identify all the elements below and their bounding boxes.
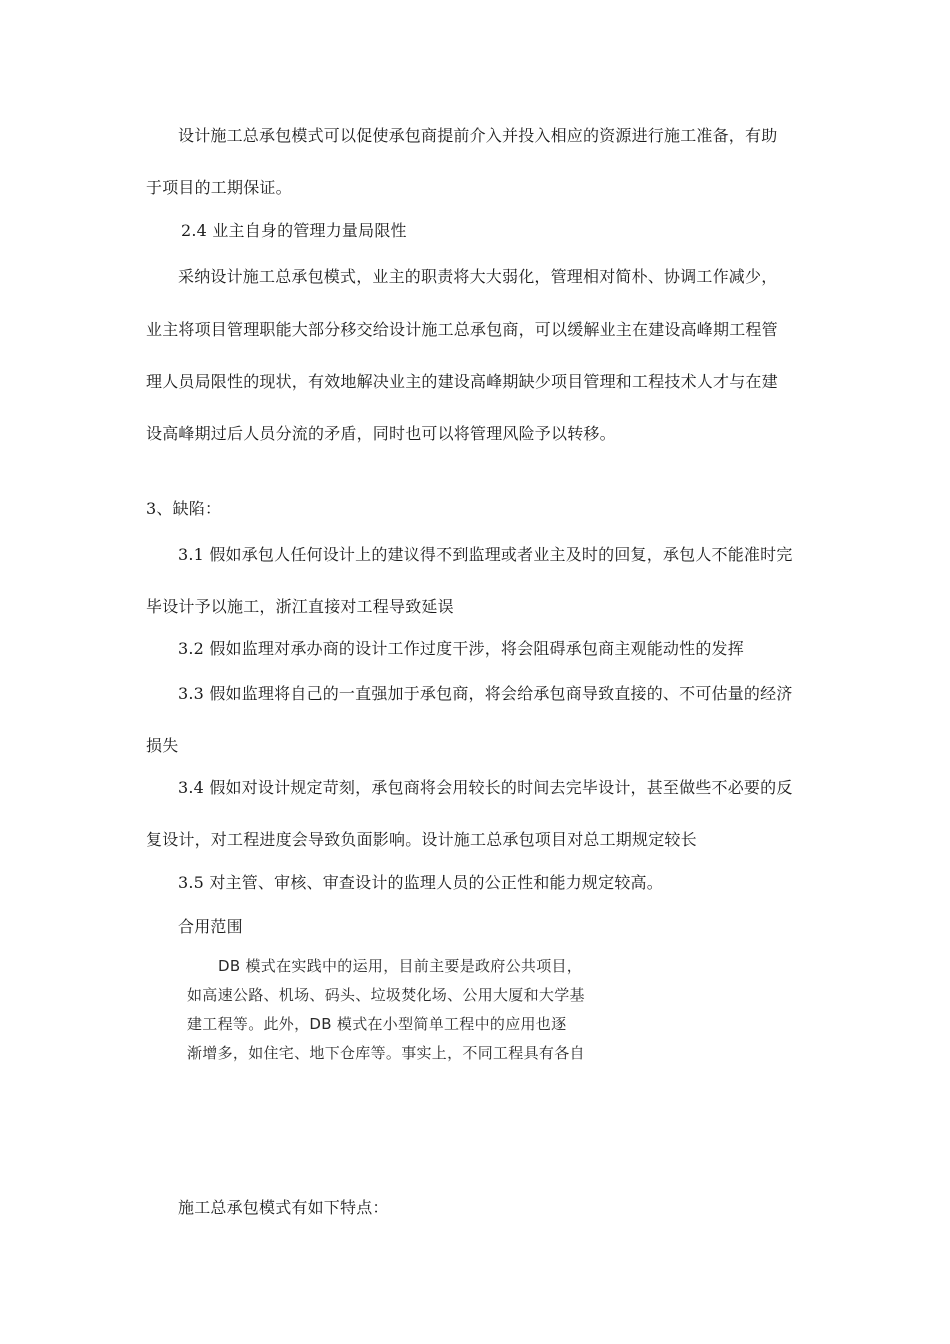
scanned-line: DB 模式在实践中的运用，目前主要是政府公共项目， (218, 957, 583, 975)
paragraph-line: 3.1 假如承包人任何设计上的建议得不到监理或者业主及时的回复，承包人不能准时完 (178, 545, 793, 564)
paragraph-line: 3.4 假如对设计规定苛刻，承包商将会用较长的时间去完毕设计，甚至做些不必要的反 (178, 778, 793, 797)
paragraph-line: 业主将项目管理职能大部分移交给设计施工总承包商，可以缓解业主在建设高峰期工程管 (146, 320, 778, 339)
scanned-line: 渐增多，如住宅、地下仓库等。事实上，不同工程具有各自 (187, 1044, 585, 1062)
paragraph-line: 毕设计予以施工，浙江直接对工程导致延误 (146, 597, 454, 616)
paragraph-line: 采纳设计施工总承包模式，业主的职责将大大弱化，管理相对简朴、协调工作减少， (178, 267, 778, 286)
section-heading: 合用范围 (178, 917, 243, 936)
paragraph-line: 理人员局限性的现状，有效地解决业主的建设高峰期缺少项目管理和工程技术人才与在建 (146, 372, 778, 391)
paragraph-line: 复设计，对工程进度会导致负面影响。设计施工总承包项目对总工期规定较长 (146, 830, 697, 849)
section-heading: 2.4 业主自身的管理力量局限性 (181, 221, 407, 240)
section-heading: 3、缺陷： (146, 499, 222, 518)
paragraph-line: 施工总承包模式有如下特点： (178, 1198, 389, 1217)
paragraph-line: 损失 (146, 736, 179, 755)
paragraph-line: 3.5 对主管、审核、审查设计的监理人员的公正性和能力规定较高。 (178, 873, 663, 892)
paragraph-line: 设高峰期过后人员分流的矛盾，同时也可以将管理风险予以转移。 (146, 424, 616, 443)
paragraph-line: 设计施工总承包模式可以促使承包商提前介入并投入相应的资源进行施工准备，有助 (178, 126, 778, 145)
scanned-line: 如高速公路、机场、码头、垃圾焚化场、公用大厦和大学基 (187, 986, 585, 1004)
paragraph-line: 3.3 假如监理将自己的一直强加于承包商，将会给承包商导致直接的、不可估量的经济 (178, 684, 793, 703)
paragraph-line: 3.2 假如监理对承办商的设计工作过度干涉，将会阻碍承包商主观能动性的发挥 (178, 639, 744, 658)
scanned-line: 建工程等。此外，DB 模式在小型简单工程中的应用也逐 (187, 1015, 567, 1033)
paragraph-line: 于项目的工期保证。 (146, 178, 292, 197)
